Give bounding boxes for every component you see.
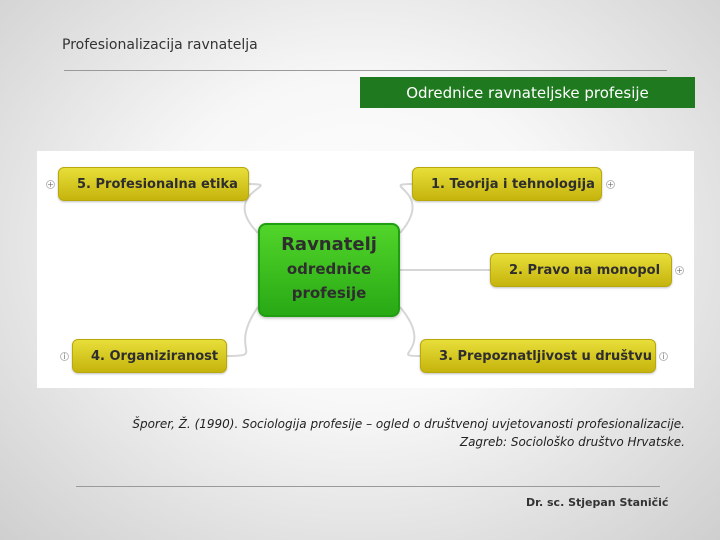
info-icon[interactable]: i	[659, 352, 668, 361]
expand-icon[interactable]: +	[676, 266, 683, 275]
link-3-prepoznatljivost	[400, 307, 420, 356]
footer-divider	[76, 486, 660, 487]
presentation-title: Profesionalizacija ravnatelja	[62, 37, 258, 53]
mind-map	[37, 151, 694, 388]
link-4-organiziranost	[227, 307, 258, 356]
citation	[130, 415, 685, 451]
node-teorija-i-tehnologija[interactable]	[412, 167, 602, 201]
header-divider	[64, 70, 667, 71]
link-1-teorija	[400, 184, 413, 233]
node-organiziranost[interactable]	[72, 339, 227, 373]
central-node-ravnatelj[interactable]	[258, 223, 400, 317]
node-prepoznatljivost-u-drustvu[interactable]	[420, 339, 656, 373]
expand-icon[interactable]: +	[47, 180, 54, 189]
node-label: 5. Profesionalna etika	[77, 176, 238, 192]
expand-icon[interactable]: +	[607, 180, 614, 189]
slide-title-banner	[360, 77, 695, 108]
central-node-subtitle-1: odrednice	[286, 260, 372, 278]
node-profesionalna-etika[interactable]	[58, 167, 249, 201]
central-node-subtitle-2: profesije	[291, 284, 367, 302]
node-label: 3. Prepoznatljivost u društvu	[439, 348, 652, 364]
node-pravo-na-monopol[interactable]	[490, 253, 672, 287]
citation-line-2: Zagreb: Sociološko društvo Hrvatske.	[459, 435, 685, 449]
slide-title: Odrednice ravnateljske profesije	[406, 83, 649, 102]
citation-line-1: Šporer, Ž. (1990). Sociologija profesije – ogled o društvenoj uvjetovanosti profesionalizacije.	[132, 417, 685, 431]
central-node-title: Ravnatelj	[281, 234, 377, 255]
author-name: Dr. sc. Stjepan Staničić	[526, 496, 669, 509]
info-icon[interactable]: i	[60, 352, 69, 361]
node-label: 1. Teorija i tehnologija	[431, 176, 595, 192]
node-label: 2. Pravo na monopol	[509, 262, 661, 278]
node-label: 4. Organiziranost	[91, 348, 219, 364]
